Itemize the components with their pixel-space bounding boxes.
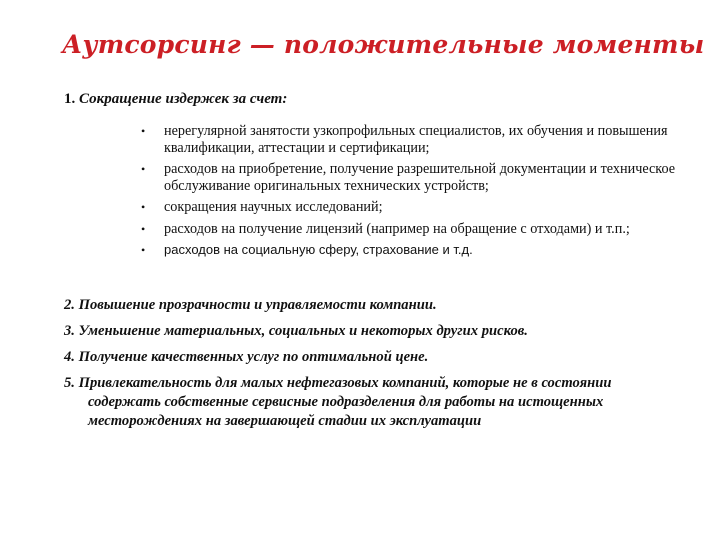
bullet-item <box>0 221 720 238</box>
bullet-icon: • <box>141 162 146 176</box>
bullet-icon: • <box>141 243 146 257</box>
benefit-item-3: 3. Уменьшение материальных, социальных и некоторых других рисков. <box>64 323 528 339</box>
bullet-item <box>0 161 720 194</box>
bullet-icon: • <box>141 200 146 214</box>
bullet-icon: • <box>141 221 146 236</box>
slide-title: Аутсорсинг — положительные моменты <box>62 30 705 59</box>
bullet-text: сокращения научных исследований; <box>164 199 383 215</box>
benefit-item-5: 5. Привлекательность для малых нефтегазовых компаний, которые не в состоянии содержать собственные сервисные подразделения для работы на истощенных месторождениях на завершающей стадии их эксплуатации <box>64 375 612 429</box>
bullet-item <box>0 242 720 259</box>
benefit-item-4: 4. Получение качественных услуг по оптимальной цене. <box>64 349 429 365</box>
bullet-text: нерегулярной занятости узкопрофильных специалистов, их обучения и повышения квалификации, аттестации и сертификации; <box>164 123 668 156</box>
point-1-heading <box>64 91 287 108</box>
point-1-text: Сокращение издержек за счет: <box>79 91 288 107</box>
benefit-item-2: 2. Повышение прозрачности и управляемости компании. <box>64 297 437 313</box>
bullet-item <box>0 199 720 216</box>
cost-reduction-list <box>0 123 720 264</box>
bullet-text: расходов на приобретение, получение разрешительной документации и техническое обслуживание оригинальных технических устройств; <box>164 161 676 194</box>
benefits-list <box>64 296 684 438</box>
bullet-text: расходов на социальную сферу, страхование и т.д. <box>164 242 473 257</box>
bullet-item <box>0 123 720 156</box>
bullet-icon: • <box>141 124 146 138</box>
point-1-number: 1. <box>64 91 76 107</box>
bullet-text: расходов на получение лицензий (например на обращение с отходами) и т.п.; <box>164 220 630 237</box>
